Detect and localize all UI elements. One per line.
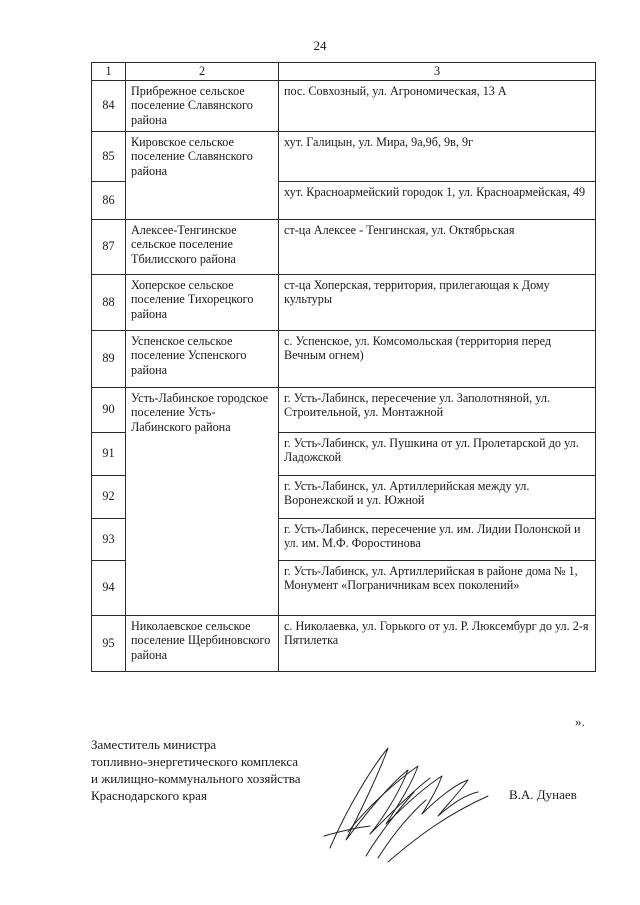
signer-name: В.А. Дунаев [509, 787, 577, 802]
address-cell: г. Усть-Лабинск, пересечение ул. Заполотняной, ул. Строительной, ул. Монтажной [279, 387, 596, 432]
address-cell: с. Николаевка, ул. Горького от ул. Р. Люксембург до ул. 2-я Пятилетка [279, 615, 596, 671]
row-number: 90 [92, 387, 126, 432]
address-cell: хут. Красноармейский городок 1, ул. Красноармейская, 49 [279, 181, 596, 219]
settlement-cell: Прибрежное сельское поселение Славянского района [126, 80, 279, 131]
settlement-cell: Успенское сельское поселение Успенского района [126, 330, 279, 387]
signer-title-line: и жилищно-коммунального хозяйства [91, 771, 301, 786]
signature-block [91, 736, 301, 804]
signer-title-line: Заместитель министра [91, 737, 217, 752]
table-row [92, 80, 596, 131]
row-number: 93 [92, 518, 126, 560]
table-row [92, 131, 596, 181]
settlement-cell: Хоперское сельское поселение Тихорецкого района [126, 274, 279, 330]
row-number: 88 [92, 274, 126, 330]
page-number: 24 [313, 38, 327, 53]
address-cell: ст-ца Алексее - Тенгинская, ул. Октябрьская [279, 219, 596, 274]
address-cell: хут. Галицын, ул. Мира, 9а,9б, 9в, 9г [279, 131, 596, 181]
address-cell: пос. Совхозный, ул. Агрономическая, 13 А [279, 80, 596, 131]
row-number: 86 [92, 181, 126, 219]
settlement-cell: Кировское сельское поселение Славянского района [126, 131, 279, 219]
row-number: 85 [92, 131, 126, 181]
row-number: 91 [92, 432, 126, 475]
table-row [92, 387, 596, 432]
row-number: 95 [92, 615, 126, 671]
address-cell: г. Усть-Лабинск, ул. Артиллерийская между ул. Воронежской и ул. Южной [279, 475, 596, 518]
header-col-1: 1 [92, 63, 126, 81]
handwritten-signature [318, 736, 498, 866]
address-cell: г. Усть-Лабинск, ул. Артиллерийская в районе дома № 1, Монумент «Пограничникам всех поколений» [279, 560, 596, 615]
address-cell: ст-ца Хоперская, территория, прилегающая к Дому культуры [279, 274, 596, 330]
settlement-cell: Усть-Лабинское городское поселение Усть-Лабинского района [126, 387, 279, 615]
row-number: 89 [92, 330, 126, 387]
row-number: 94 [92, 560, 126, 615]
table-row [92, 615, 596, 671]
address-cell: г. Усть-Лабинск, пересечение ул. им. Лидии Полонской и ул. им. М.Ф. Форостинова [279, 518, 596, 560]
closing-quote-mark: ». [575, 714, 585, 729]
table-row [92, 330, 596, 387]
address-cell: г. Усть-Лабинск, ул. Пушкина от ул. Пролетарской до ул. Ладожской [279, 432, 596, 475]
address-cell: с. Успенское, ул. Комсомольская (территория перед Вечным огнем) [279, 330, 596, 387]
addresses-table [91, 62, 596, 672]
header-col-2: 2 [126, 63, 279, 81]
settlement-cell: Алексее-Тенгинское сельское поселение Тбилисского района [126, 219, 279, 274]
row-number: 87 [92, 219, 126, 274]
signer-title-line: Краснодарского края [91, 788, 207, 803]
table-row [92, 219, 596, 274]
table-header-row [92, 63, 596, 81]
table-row [92, 274, 596, 330]
row-number: 84 [92, 80, 126, 131]
signer-title-line: топливно-энергетического комплекса [91, 754, 299, 769]
settlement-cell: Николаевское сельское поселение Щербиновского района [126, 615, 279, 671]
row-number: 92 [92, 475, 126, 518]
header-col-3: 3 [279, 63, 596, 81]
